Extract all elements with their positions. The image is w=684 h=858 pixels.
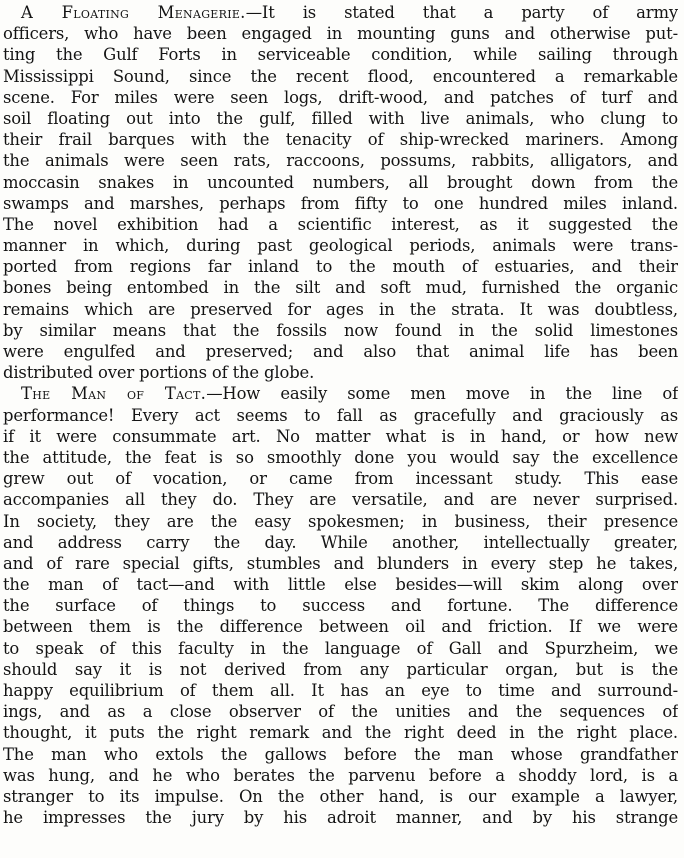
article-man-of-tact bbox=[3, 383, 678, 828]
article-line: moccasin snakes in uncounted numbers, all brought down from the bbox=[3, 172, 678, 192]
article-first-line bbox=[3, 2, 678, 23]
article-line: thought, it puts the right remark and the right deed in the right place. bbox=[3, 723, 678, 743]
article-line: performance! Every act seems to fall as gracefully and graciously as bbox=[3, 405, 678, 425]
article-line: stranger to its impulse. On the other hand, is our example a lawyer, bbox=[3, 786, 678, 806]
article-line: their frail barques with the tenacity of ship-wrecked mariners. Among bbox=[3, 130, 678, 150]
article-first-line bbox=[3, 383, 678, 404]
article-line: the surface of things to success and fortune. The difference bbox=[3, 596, 678, 616]
article-line: The man who extols the gallows before the man whose grandfather bbox=[3, 744, 678, 764]
article-heading: The Man of Tact. bbox=[21, 384, 207, 404]
article-line: the man of tact—and with little else besides—will skim along over bbox=[3, 575, 678, 595]
article-line: was hung, and he who berates the parvenu before a shoddy lord, is a bbox=[3, 765, 678, 785]
article-line: the attitude, the feat is so smoothly done you would say the excellence bbox=[3, 447, 678, 467]
article-line: —How easily some men move in the line of bbox=[206, 384, 678, 404]
article-line: to speak of this faculty in the language of Gall and Spurzheim, we bbox=[3, 638, 678, 658]
article-line: and address carry the day. While another, intellectually greater, bbox=[3, 532, 678, 552]
article-line: were engulfed and preserved; and also that animal life has been bbox=[3, 342, 678, 361]
article-line: In society, they are the easy spokesmen; in business, their presence bbox=[3, 511, 678, 531]
article-line: should say it is not derived from any particular organ, but is the bbox=[3, 659, 678, 679]
article-line: happy equilibrium of them all. It has an eye to time and surround- bbox=[3, 681, 678, 700]
article-line: remains which are preserved for ages in the strata. It was doubtless, bbox=[3, 299, 678, 319]
article-line: he impresses the jury by his adroit manner, and by his strange bbox=[3, 808, 678, 828]
article-line: distributed over portions of the globe. bbox=[3, 363, 315, 383]
article-line: swamps and marshes, perhaps from fifty to one hundred miles inland. bbox=[3, 193, 678, 213]
article-line: manner in which, during past geological periods, animals were trans- bbox=[3, 236, 678, 256]
article-line: the animals were seen rats, raccoons, possums, rabbits, alligators, and bbox=[3, 151, 678, 171]
article-line: soil floating out into the gulf, filled with live animals, who clung to bbox=[3, 108, 678, 128]
article-line: bones being entombed in the silt and soft mud, furnished the organic bbox=[3, 278, 678, 298]
article-line: and of rare special gifts, stumbles and blunders in every step he takes, bbox=[3, 553, 678, 573]
article-line: between them is the difference between oil and friction. If we were bbox=[3, 617, 678, 637]
article-line: The novel exhibition had a scientific interest, as it suggested the bbox=[3, 214, 678, 234]
article-line: grew out of vocation, or came from incessant study. This ease bbox=[3, 469, 678, 489]
article-heading: A Floating Menagerie. bbox=[21, 3, 246, 22]
article-line: by similar means that the fossils now found in the solid limestones bbox=[3, 320, 678, 340]
article-line: officers, who have been engaged in mounting guns and otherwise put- bbox=[3, 24, 678, 44]
article-line: ings, and as a close observer of the unities and the sequences of bbox=[3, 702, 678, 722]
article-line: accompanies all they do. They are versatile, and are never surprised. bbox=[3, 490, 678, 510]
article-line: if it were consummate art. No matter what is in hand, or how new bbox=[3, 426, 678, 446]
article-line: Mississippi Sound, since the recent flood, encountered a remarkable bbox=[3, 66, 678, 86]
article-line: ting the Gulf Forts in serviceable condition, while sailing through bbox=[3, 45, 678, 65]
article-line: scene. For miles were seen logs, drift-wood, and patches of turf and bbox=[3, 87, 678, 107]
article-floating-menagerie bbox=[3, 2, 678, 383]
article-line: ported from regions far inland to the mouth of estuaries, and their bbox=[3, 257, 678, 277]
article-line: —It is stated that a party of army bbox=[245, 3, 678, 22]
